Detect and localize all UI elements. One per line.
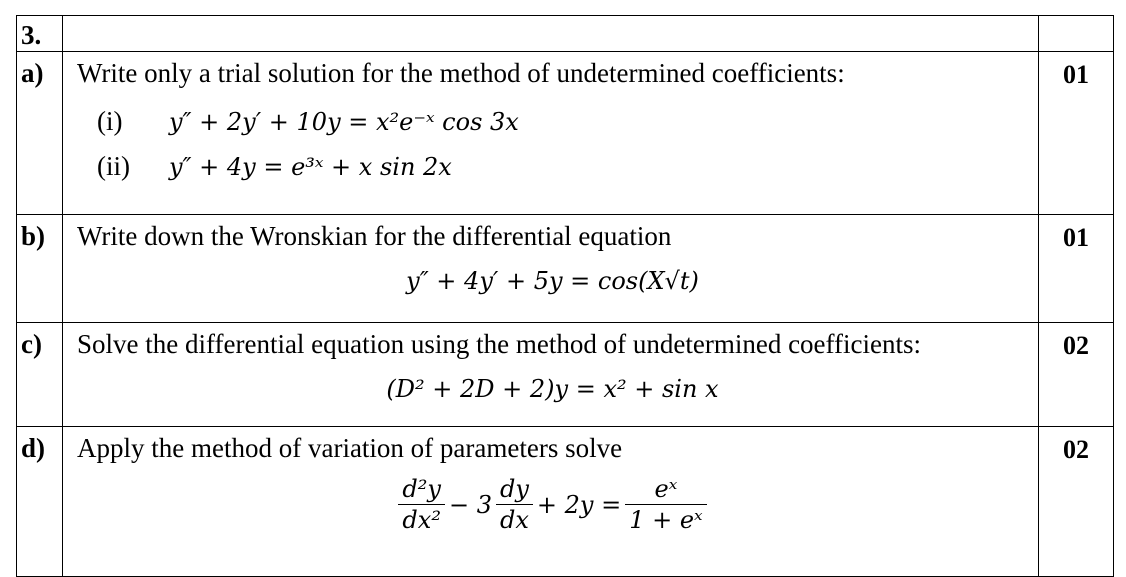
part-prompt: Apply the method of variation of parameters solve [77,433,623,463]
sub-item [77,151,1028,182]
equation: y″ + 4y′ + 5y = cos(X√t) [406,267,699,295]
equation: y″ + 2y′ + 10y = x²e⁻ˣ cos 3x [169,108,519,136]
marks: 02 [1063,331,1089,360]
question-number: 3. [21,20,42,50]
header-row [17,16,1114,52]
part-row-b [17,215,1114,323]
equation-operator: + 2y = [536,490,622,519]
part-content [63,323,1038,404]
part-content [63,52,1038,182]
part-label: d) [21,433,46,463]
fraction-numerator: eˣ [625,474,706,505]
part-label: c) [21,329,42,359]
part-prompt: Write down the Wronskian for the differential equation [77,221,672,251]
sub-item-label: (ii) [97,151,130,181]
part-content [63,215,1038,296]
sub-item [77,106,1028,137]
equation [394,474,710,535]
part-row-d [17,427,1114,577]
question-table [16,15,1114,577]
fraction [496,474,533,535]
equation-block [77,373,1028,404]
marks: 01 [1063,60,1089,89]
fraction [625,474,706,535]
equation-operator: − 3 [448,490,492,519]
fraction-denominator: dx [499,506,529,534]
marks: 02 [1063,435,1089,464]
part-label: a) [21,58,44,88]
fraction-denominator: 1 + eˣ [629,506,703,534]
part-prompt: Solve the differential equation using the method of undetermined coefficients: [77,329,922,359]
part-content [63,427,1038,535]
fraction-numerator: d²y [398,474,445,505]
equation-block [77,265,1028,296]
marks: 01 [1063,223,1089,252]
equation-block [77,473,1028,535]
question-number-cell [17,16,63,52]
sub-item-label: (i) [97,106,123,136]
part-row-a [17,52,1114,215]
equation: (D² + 2D + 2)y = x² + sin x [386,375,719,403]
equation: y″ + 4y = e³ˣ + x sin 2x [169,153,452,181]
part-label: b) [21,221,46,251]
fraction-denominator: dx² [402,506,441,534]
fraction-numerator: dy [496,474,533,505]
fraction [398,474,445,535]
part-prompt: Write only a trial solution for the method of undetermined coefficients: [77,58,845,88]
header-content-cell [63,16,1039,52]
part-row-c [17,323,1114,427]
header-marks-cell [1039,16,1114,52]
